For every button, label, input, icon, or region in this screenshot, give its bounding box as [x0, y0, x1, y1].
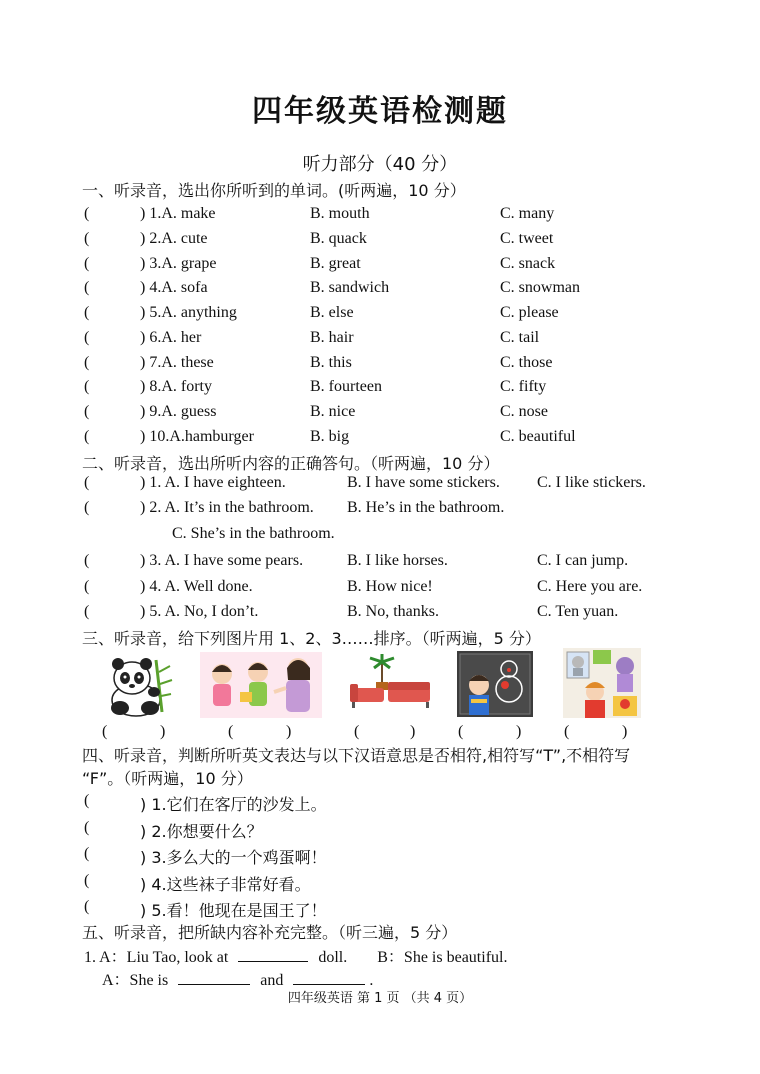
q6-option-a: ) 6.A. her: [140, 329, 202, 346]
s2-q4-option-c: C. Here you are.: [537, 578, 643, 595]
s5-line2-text-a: A：She is: [102, 972, 169, 989]
section2-heading: 二、听录音，选出所听内容的正确答句。（听两遍，10 分）: [82, 454, 500, 473]
q5-option-b: B. else: [310, 304, 354, 321]
section3-heading: 三、听录音，给下列图片用 1、2、3……排序。（听两遍，5 分）: [82, 629, 541, 648]
picture-answer-paren-close: ): [516, 723, 522, 740]
q3-option-b: B. great: [310, 255, 361, 272]
section4-heading-continued: “F”。（听两遍，10 分）: [82, 769, 253, 788]
picture-answer-paren-close: ): [410, 723, 416, 740]
page-footer: 四年级英语 第 1 页 （共 4 页）: [287, 991, 473, 1006]
q7-option-c: C. those: [500, 354, 553, 371]
picture-answer-paren-close: ): [160, 723, 166, 740]
q9-option-b: B. nice: [310, 403, 356, 420]
q6-option-c: C. tail: [500, 329, 540, 346]
q2-option-b: B. quack: [310, 230, 367, 247]
q10-option-a: ) 10.A.hamburger: [140, 428, 254, 445]
sofa-picture: [348, 654, 432, 712]
section-title-listening: 听力部分（40 分）: [302, 154, 458, 175]
answer-paren[interactable]: (: [84, 428, 90, 445]
s5-line2-text-c: .: [369, 972, 374, 989]
q1-option-c: C. many: [500, 205, 555, 222]
s2-q4-option-b: B. How nice!: [347, 578, 433, 595]
q7-option-a: ) 7.A. these: [140, 354, 214, 371]
answer-paren[interactable]: (: [84, 578, 90, 595]
answer-paren[interactable]: (: [84, 499, 90, 516]
q1-option-a: ) 1.A. make: [140, 205, 216, 222]
s5-line1-text-a: 1. A：Liu Tao, look at: [84, 949, 229, 966]
s2-q1-option-c: C. I like stickers.: [537, 474, 646, 491]
s4-statement-4: ) 4.这些袜子非常好看。: [140, 875, 311, 894]
q4-option-a: ) 4.A. sofa: [140, 279, 208, 296]
answer-paren[interactable]: (: [84, 898, 90, 915]
section4-heading: 四、听录音，判断所听英文表达与以下汉语意思是否相符,相符写“T”,不相符写: [82, 746, 631, 765]
answer-paren[interactable]: (: [84, 792, 90, 809]
fill-in-blank[interactable]: [238, 947, 308, 962]
answer-paren[interactable]: (: [84, 304, 90, 321]
answer-paren[interactable]: (: [84, 205, 90, 222]
answer-paren[interactable]: (: [84, 845, 90, 862]
answer-paren[interactable]: (: [84, 378, 90, 395]
panda-picture: [102, 652, 174, 718]
q4-option-b: B. sandwich: [310, 279, 390, 296]
fill-in-blank[interactable]: [178, 970, 250, 985]
s2-q5-option-b: B. No, thanks.: [347, 603, 439, 620]
q5-option-a: ) 5.A. anything: [140, 304, 237, 321]
answer-paren[interactable]: (: [84, 255, 90, 272]
q3-option-c: C. snack: [500, 255, 556, 272]
s2-q4-option-a: ) 4. A. Well done.: [140, 578, 253, 595]
s2-q1-option-a: ) 1. A. I have eighteen.: [140, 474, 286, 491]
blackboard-snowman-picture: [457, 651, 533, 717]
picture-answer-paren-open[interactable]: (: [458, 723, 464, 740]
q9-option-c: C. nose: [500, 403, 548, 420]
q7-option-b: B. this: [310, 354, 352, 371]
s2-q2-option-b: B. He’s in the bathroom.: [347, 499, 505, 516]
picture-answer-paren-open[interactable]: (: [228, 723, 234, 740]
q8-option-a: ) 8.A. forty: [140, 378, 212, 395]
family-picture: [200, 652, 322, 718]
answer-paren[interactable]: (: [84, 603, 90, 620]
picture-answer-paren-open[interactable]: (: [354, 723, 360, 740]
page-title: 四年级英语检测题: [252, 94, 508, 129]
s4-statement-1: ) 1.它们在客厅的沙发上。: [140, 795, 327, 814]
s5-line1-text-b: doll.: [318, 949, 348, 966]
s2-q3-option-b: B. I like horses.: [347, 552, 448, 569]
fill-in-blank[interactable]: [293, 970, 365, 985]
s2-q5-option-c: C. Ten yuan.: [537, 603, 619, 620]
q9-option-a: ) 9.A. guess: [140, 403, 217, 420]
section5-heading: 五、听录音，把所缺内容补充完整。（听三遍，5 分）: [82, 923, 458, 942]
q10-option-c: C. beautiful: [500, 428, 576, 445]
s2-q5-option-a: ) 5. A. No, I don’t.: [140, 603, 259, 620]
s2-q3-option-c: C. I can jump.: [537, 552, 629, 569]
answer-paren[interactable]: (: [84, 354, 90, 371]
answer-paren[interactable]: (: [84, 403, 90, 420]
s2-q2-option-a: ) 2. A. It’s in the bathroom.: [140, 499, 314, 516]
s2-q1-option-b: B. I have some stickers.: [347, 474, 500, 491]
s4-statement-5: ) 5.看！他现在是国王了！: [140, 901, 327, 920]
toy-shop-picture: [563, 648, 641, 718]
answer-paren[interactable]: (: [84, 872, 90, 889]
s5-line1-text-c: B：She is beautiful.: [377, 949, 508, 966]
q1-option-b: B. mouth: [310, 205, 370, 222]
s5-line2-text-b: and: [260, 972, 284, 989]
s5-line-1: [84, 944, 507, 967]
s2-q2-option-c: C. She’s in the bathroom.: [172, 525, 335, 542]
q8-option-c: C. fifty: [500, 378, 547, 395]
answer-paren[interactable]: (: [84, 552, 90, 569]
q2-option-c: C. tweet: [500, 230, 554, 247]
answer-paren[interactable]: (: [84, 329, 90, 346]
answer-paren[interactable]: (: [84, 230, 90, 247]
picture-answer-paren-close: ): [286, 723, 292, 740]
q5-option-c: C. please: [500, 304, 559, 321]
picture-answer-paren-open[interactable]: (: [102, 723, 108, 740]
q3-option-a: ) 3.A. grape: [140, 255, 217, 272]
q8-option-b: B. fourteen: [310, 378, 382, 395]
q10-option-b: B. big: [310, 428, 350, 445]
picture-answer-paren-close: ): [622, 723, 628, 740]
q2-option-a: ) 2.A. cute: [140, 230, 208, 247]
s4-statement-3: ) 3.多么大的一个鸡蛋啊！: [140, 848, 327, 867]
q4-option-c: C. snowman: [500, 279, 580, 296]
answer-paren[interactable]: (: [84, 474, 90, 491]
answer-paren[interactable]: (: [84, 819, 90, 836]
section1-heading: 一、听录音，选出你所听到的单词。(听两遍，10 分）: [82, 181, 466, 200]
answer-paren[interactable]: (: [84, 279, 90, 296]
picture-answer-paren-open[interactable]: (: [564, 723, 570, 740]
s2-q3-option-a: ) 3. A. I have some pears.: [140, 552, 304, 569]
s4-statement-2: ) 2.你想要什么？: [140, 822, 263, 841]
q6-option-b: B. hair: [310, 329, 354, 346]
